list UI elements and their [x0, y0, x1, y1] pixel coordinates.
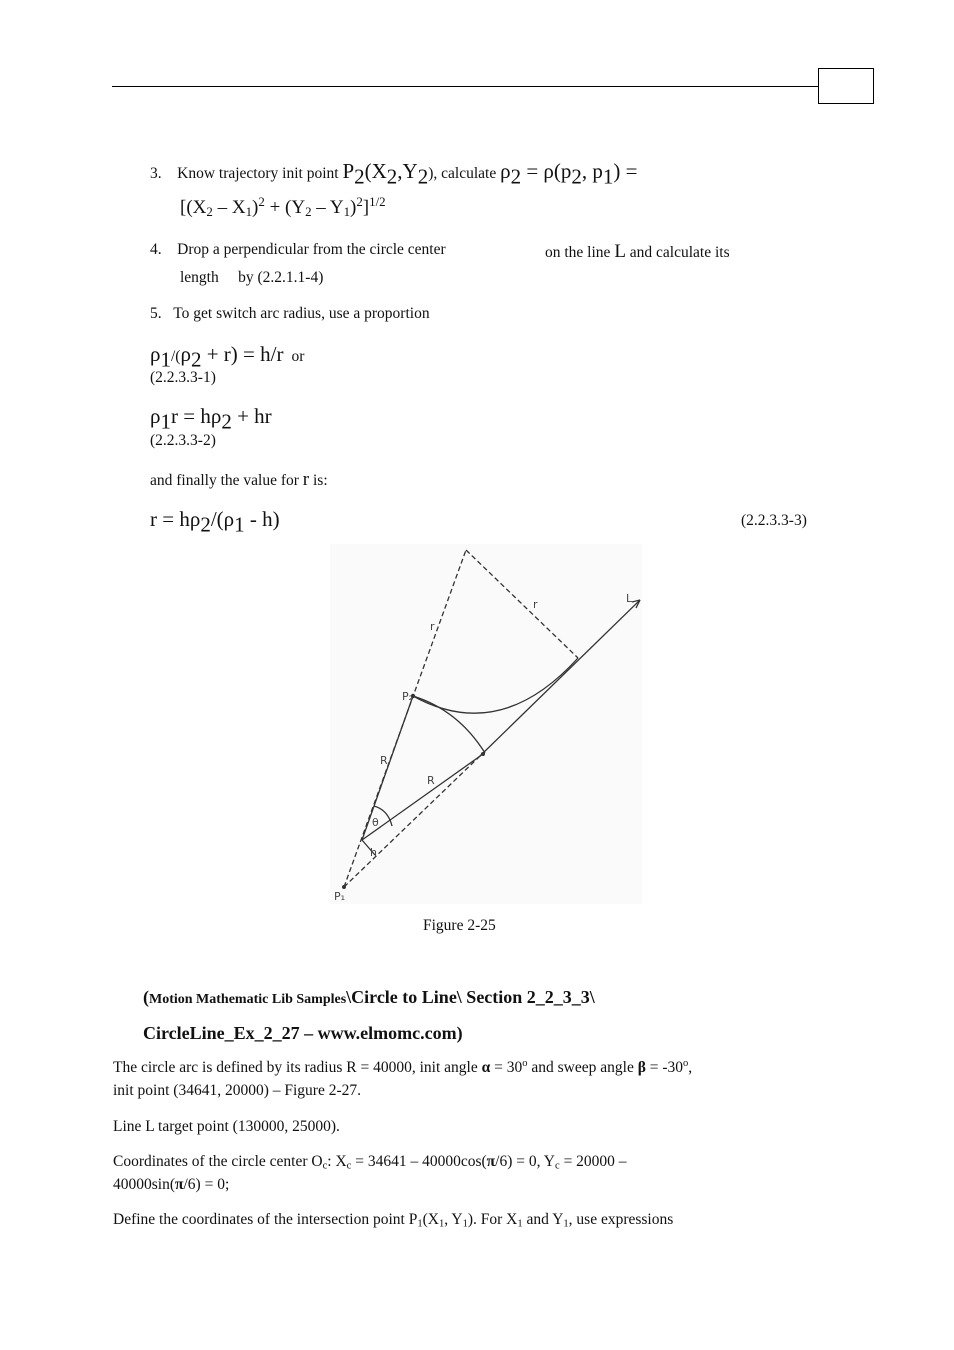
line-L: [480, 600, 640, 756]
point-tangent: [481, 752, 485, 756]
label-P2: P₂: [402, 690, 414, 703]
equation-1-ref: (2.2.3.3-1): [150, 369, 216, 386]
paragraph-4: Define the coordinates of the intersection point $P_1(X_1$, $Y_1$). For $X_1$ and $Y_1$, use expressions: [113, 1211, 674, 1230]
step-number: 5.: [150, 305, 162, 322]
geometry-diagram: [330, 544, 642, 904]
step-5: 5. To get switch arc radius, use a proportion: [150, 305, 430, 322]
equation-3-ref: (2.2.3.3-3): [741, 512, 807, 529]
paragraph-3-line-1: Coordinates of the circle center $O_c$: $X_c = 34641 - 40000\cos(\pi/6) = 0$, $Y_c = 20000$ –: [113, 1153, 627, 1172]
label-h: h: [370, 846, 377, 859]
figure-caption: Figure 2-25: [423, 917, 496, 934]
dashed-radius-right: [466, 550, 578, 658]
label-r-top: r: [430, 620, 435, 633]
header-rule: [112, 86, 818, 87]
switch-arc: [413, 658, 578, 713]
arc-R: [413, 696, 485, 753]
label-L: L: [626, 592, 633, 605]
step-number: 3.: [150, 165, 162, 182]
finally-text: and finally the value for r is:: [150, 469, 328, 490]
label-theta: θ: [372, 816, 379, 829]
step-4-line-1: 4. Drop a perpendicular from the circle center: [150, 241, 446, 258]
page-number-box: [818, 68, 874, 104]
label-R-left: R: [380, 754, 388, 767]
point-P1: [342, 885, 346, 889]
solid-radius-left: [362, 696, 413, 840]
equation-2-ref: (2.2.3.3-2): [150, 432, 216, 449]
equation-2: $\rho_1r = h\rho_2$ + hr: [150, 404, 272, 434]
label-r-right: r: [533, 598, 538, 611]
step-number: 4.: [150, 241, 162, 258]
figure-2-25: [330, 544, 642, 904]
step-3-line-1: 3. Know trajectory init point $P_2(X_2,Y_2)$, calculate $\rho_2 = \rho(p_2$, $p_1$) =: [150, 159, 638, 189]
paragraph-1-line-2: init point (34641, 20000) – Figure 2-27.: [113, 1082, 361, 1099]
step-4-line-2: length by (2.2.1.1-4): [180, 269, 324, 286]
equation-1: $\rho_1/(\rho_2 + r) = h/r$ or: [150, 342, 305, 372]
step-4-line-1-b: on the line L and calculate its: [545, 241, 730, 262]
sample-reference-line-2: CircleLine_Ex_2_27 – www.elmomc.com): [143, 1023, 463, 1043]
paragraph-1-line-1: The circle arc is defined by its radius R = 40000, init angle $\alpha = 30^o$ and sweep angle $\beta = -30^o$,: [113, 1058, 693, 1076]
paragraph-2: Line L target point (130000, 25000).: [113, 1118, 340, 1135]
equation-3: $r = h\rho_2/(\rho_1 - h)$: [150, 507, 280, 537]
paragraph-3-line-2: 40000sin(π/6) = 0;: [113, 1176, 230, 1193]
step-3-line-2: $[(X_2 - X_1)^2 + (Y_2 - Y_1)^2]^{1/2}$: [180, 193, 386, 220]
sample-reference-line-1: (Motion Mathematic Lib Samples\Circle to Line\ Section 2_2_3_3\: [143, 987, 595, 1007]
line-L-dashed: [344, 756, 480, 887]
label-P1: P₁: [334, 890, 346, 903]
label-R-mid: R: [427, 774, 435, 787]
